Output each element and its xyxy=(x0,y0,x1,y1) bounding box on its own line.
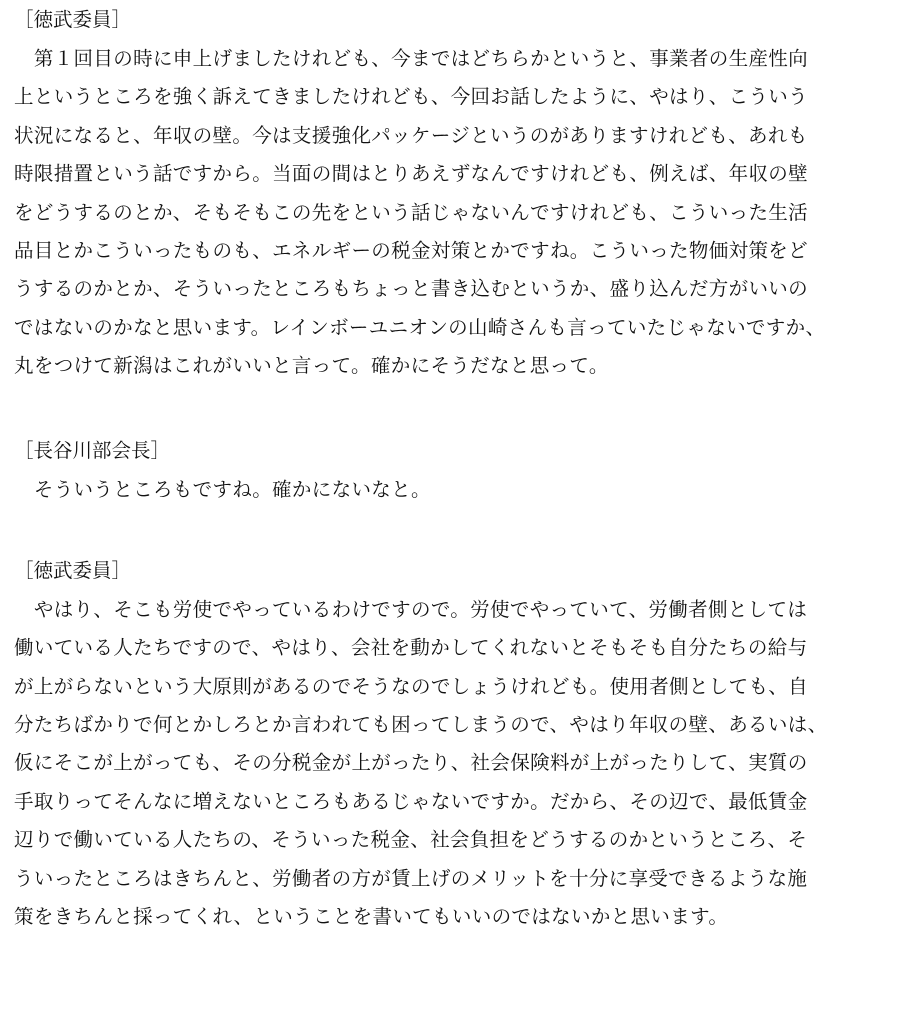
paragraph-line: 時限措置という話ですから。当面の間はとりあえずなんですけれども、例えば、年収の壁 xyxy=(14,162,809,186)
paragraph-line: 丸をつけて新潟はこれがいいと言って。確かにそうだなと思って。 xyxy=(14,354,609,378)
transcript-document xyxy=(14,0,894,936)
section-1 xyxy=(14,0,894,386)
paragraph-line: うするのかとか、そういったところもちょっと書き込むというか、盛り込んだ方がいいの xyxy=(14,277,809,301)
paragraph-line: が上がらないという大原則があるのでそうなのでしょうけれども。使用者側としても、自 xyxy=(14,674,809,698)
paragraph-line: ういったところはきちんと、労働者の方が賃上げのメリットを十分に享受できるような施 xyxy=(14,866,808,890)
paragraph-line: 手取りってそんなに増えないところもあるじゃないですか。だから、その辺で、最低賃金 xyxy=(14,789,808,813)
paragraph-line: 上というところを強く訴えてきましたけれども、今回お話したように、やはり、こういう xyxy=(14,85,809,109)
section-spacer xyxy=(14,386,894,431)
paragraph-line: 第１回目の時に申上げましたけれども、今まではどちらかというと、事業者の生産性向 xyxy=(14,47,809,70)
section-3 xyxy=(14,551,894,937)
section-spacer xyxy=(14,509,894,551)
speaker-label: ［徳武委員］ xyxy=(14,558,132,582)
paragraph-line: 策をきちんと採ってくれ、ということを書いてもいいのではないかと思います。 xyxy=(14,905,729,929)
paragraph-line: 状況になると、年収の壁。今は支援強化パッケージというのがありますけれども、あれも xyxy=(14,123,808,147)
section-2 xyxy=(14,431,894,509)
paragraph-line: 仮にそこが上がっても、その分税金が上がったり、社会保険料が上がったりして、実質の xyxy=(14,751,808,775)
paragraph-line: 辺りで働いている人たちの、そういった税金、社会負担をどうするのかというところ、そ xyxy=(14,828,808,852)
paragraph-line: 働いている人たちですので、やはり、会社を動かしてくれないとそもそも自分たちの給与 xyxy=(14,636,808,660)
paragraph-line: ではないのかなと思います。レインボーユニオンの山崎さんも言っていたじゃないですか、 xyxy=(14,315,826,339)
paragraph-line: 品目とかこういったものも、エネルギーの税金対策とかですね。こういった物価対策をど xyxy=(14,238,809,262)
paragraph-line: をどうするのとか、そもそもこの先をという話じゃないんですけれども、こういった生活 xyxy=(14,200,809,224)
speaker-label: ［長谷川部会長］ xyxy=(14,438,171,462)
paragraph-line: 分たちばかりで何とかしろとか言われても困ってしまうので、やはり年収の壁、あるいは、 xyxy=(14,713,828,737)
paragraph-line: やはり、そこも労使でやっているわけですので。労使でやっていて、労働者側としては xyxy=(14,597,808,621)
paragraph-line: そういうところもですね。確かにないなと。 xyxy=(14,477,431,501)
speaker-label: ［徳武委員］ xyxy=(14,8,132,31)
